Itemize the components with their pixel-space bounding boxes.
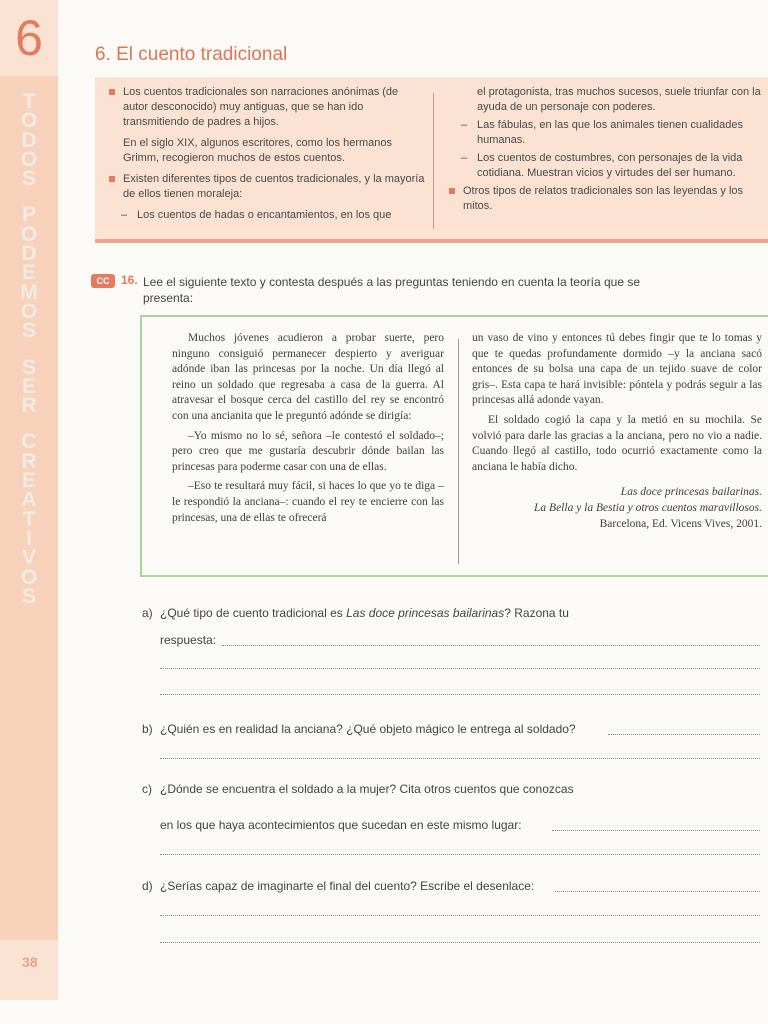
vertical-motto [0, 92, 58, 623]
unit-number: 6 [15, 10, 43, 66]
reading-left-column [172, 331, 444, 530]
answer-line[interactable] [160, 668, 760, 669]
question-a-line2: respuesta: [160, 633, 217, 647]
motto-letter: E [21, 374, 36, 398]
theory-bullet: Otros tipos de relatos tradicionales son las leyendas y los mitos. [447, 184, 765, 214]
theory-dash-item: – Las fábulas, en las que los animales tienen cualidades humanas. [461, 119, 744, 146]
reading-right-column [472, 331, 762, 532]
answer-line[interactable] [222, 645, 760, 646]
motto-letter: O [20, 565, 38, 589]
answer-line[interactable] [160, 694, 760, 695]
motto-letter: O [20, 147, 38, 171]
motto-word [20, 203, 38, 343]
citation-publisher: Barcelona, Ed. Vicens Vives, 2001. [599, 517, 762, 530]
cc-badge-icon: CC [91, 274, 115, 288]
answer-line[interactable] [552, 830, 760, 831]
square-bullet-icon [449, 188, 455, 194]
motto-letter: E [21, 261, 36, 285]
theory-divider [433, 93, 434, 229]
motto-letter: E [21, 469, 36, 493]
motto-letter: P [21, 203, 36, 227]
reading-paragraph: Muchos jóvenes acudieron a probar suerte, pero ninguno consiguió permanecer despierto y averiguar adónde iban las princesas por la noche. Un día llegó al reino un soldado que regresaba a casa de la guerra. Al atravesar el bosque cerca del castillo del rey se encontró con una ancianita que le preguntó adónde se dirigía: [172, 332, 444, 422]
theory-dash-item: – Los cuentos de hadas o encantamientos, en los que [121, 209, 392, 221]
motto-letter: S [21, 584, 36, 608]
theory-bullet: Los cuentos tradicionales son narraciones anónimas (de autor desconocido) muy antiguas, que se han ido transmitiendo de padres a hijos. [107, 85, 425, 130]
question-a: a) ¿Qué tipo de cuento tradicional es Las doce princesas bailarinas? Razona tu [142, 606, 569, 620]
motto-letter: R [21, 449, 37, 473]
citation-title: Las doce princesas bailarinas. [620, 486, 762, 499]
answer-line[interactable] [160, 942, 760, 943]
motto-letter: S [21, 167, 36, 191]
motto-letter: D [21, 242, 37, 266]
motto-letter: C [21, 430, 37, 454]
motto-letter: S [21, 355, 36, 379]
answer-line[interactable] [608, 734, 760, 735]
motto-word [21, 355, 37, 418]
question-d: d) ¿Serías capaz de imaginarte el final del cuento? Escribe el desenlace: [142, 879, 535, 893]
theory-left-column [107, 85, 425, 226]
question-c: c) ¿Dónde se encuentra el soldado a la mujer? Cita otros cuentos que conozcas [142, 782, 574, 796]
answer-line[interactable] [160, 854, 760, 855]
reading-paragraph: –Yo mismo no lo sé, señora –le contestó el soldado–; pero creo que me gustaría descubrir dónde bailan las princesas para poderme casar con una de ellas. [172, 429, 444, 473]
section-title: 6. El cuento tradicional [95, 44, 288, 65]
motto-letter: T [22, 507, 36, 531]
theory-dash-item: – Los cuentos de costumbres, con personajes de la vida cotidiana. Muestran vicios y virtudes del ser humano. [461, 152, 743, 179]
motto-letter: O [20, 222, 38, 246]
question-letter: b) [142, 722, 153, 736]
motto-letter: O [20, 299, 38, 323]
motto-word [21, 432, 37, 606]
reading-text-box [140, 315, 768, 577]
answer-line[interactable] [555, 891, 760, 892]
reading-paragraph: un vaso de vino y entonces tú debes fingir que te lo tomas y que te quedas profundamente dormido –y la anciana sacó entonces de su bolsa una capa de un tejido suave de color gris–. Esta capa te hará invisible: póntela y podrás seguir a las princesas allá adonde vayan. [472, 332, 762, 407]
reading-paragraph: –Eso te resultará muy fácil, si haces lo que yo te diga –le respondió la anciana–: cuando el rey te encierre con las princesas, una de ellas te ofrecerá [172, 480, 444, 524]
square-bullet-icon [109, 89, 115, 95]
page-number: 38 [22, 954, 38, 970]
question-letter: a) [142, 606, 153, 620]
motto-letter: I [26, 526, 32, 550]
motto-letter: R [21, 394, 37, 418]
motto-letter: T [22, 90, 36, 113]
theory-paragraph: En el siglo XIX, algunos escritores, como los hermanos Grimm, recogieron muchos de estos cuentos. [123, 137, 393, 164]
motto-letter: S [21, 319, 36, 343]
motto-letter: D [21, 128, 37, 152]
answer-line[interactable] [160, 915, 760, 916]
theory-bullet: Existen diferentes tipos de cuentos tradicionales, y la mayoría de ellos tienen moraleja: [107, 172, 425, 202]
page-number-box [0, 940, 58, 1000]
theory-right-column [447, 85, 765, 220]
question-letter: d) [142, 879, 153, 893]
motto-letter: A [21, 488, 37, 512]
answer-line[interactable] [160, 758, 760, 759]
motto-letter: M [20, 280, 38, 304]
square-bullet-icon [109, 176, 115, 182]
reading-divider [458, 339, 459, 564]
question-b: b) ¿Quién es en realidad la anciana? ¿Qué objeto mágico le entrega al soldado? [142, 722, 576, 736]
question-letter: c) [142, 782, 152, 796]
exercise-instruction: Lee el siguiente texto y contesta después a las preguntas teniendo en cuenta la teoría que se presenta: [143, 275, 641, 305]
theory-dash-continuation: el protagonista, tras muchos sucesos, suele triunfar con la ayuda de un personaje con poderes. [477, 86, 761, 113]
motto-letter: O [20, 109, 38, 133]
citation-book: La Bella y la Bestia y otros cuentos maravillosos. [534, 501, 762, 514]
exercise-number: 16. [121, 273, 138, 287]
unit-number-box [0, 0, 58, 76]
question-c-line2: en los que haya acontecimientos que sucedan en este mismo lugar: [160, 818, 522, 832]
theory-box [95, 77, 768, 243]
motto-word [20, 90, 38, 191]
motto-letter: V [21, 546, 36, 570]
reading-paragraph: El soldado cogió la capa y la metió en su mochila. Se volvió para darle las gracias a la anciana, pero no vio a nadie. Cuando llegó al castillo, todo ocurrió exactamente como la anciana le había dicho. [472, 413, 762, 473]
